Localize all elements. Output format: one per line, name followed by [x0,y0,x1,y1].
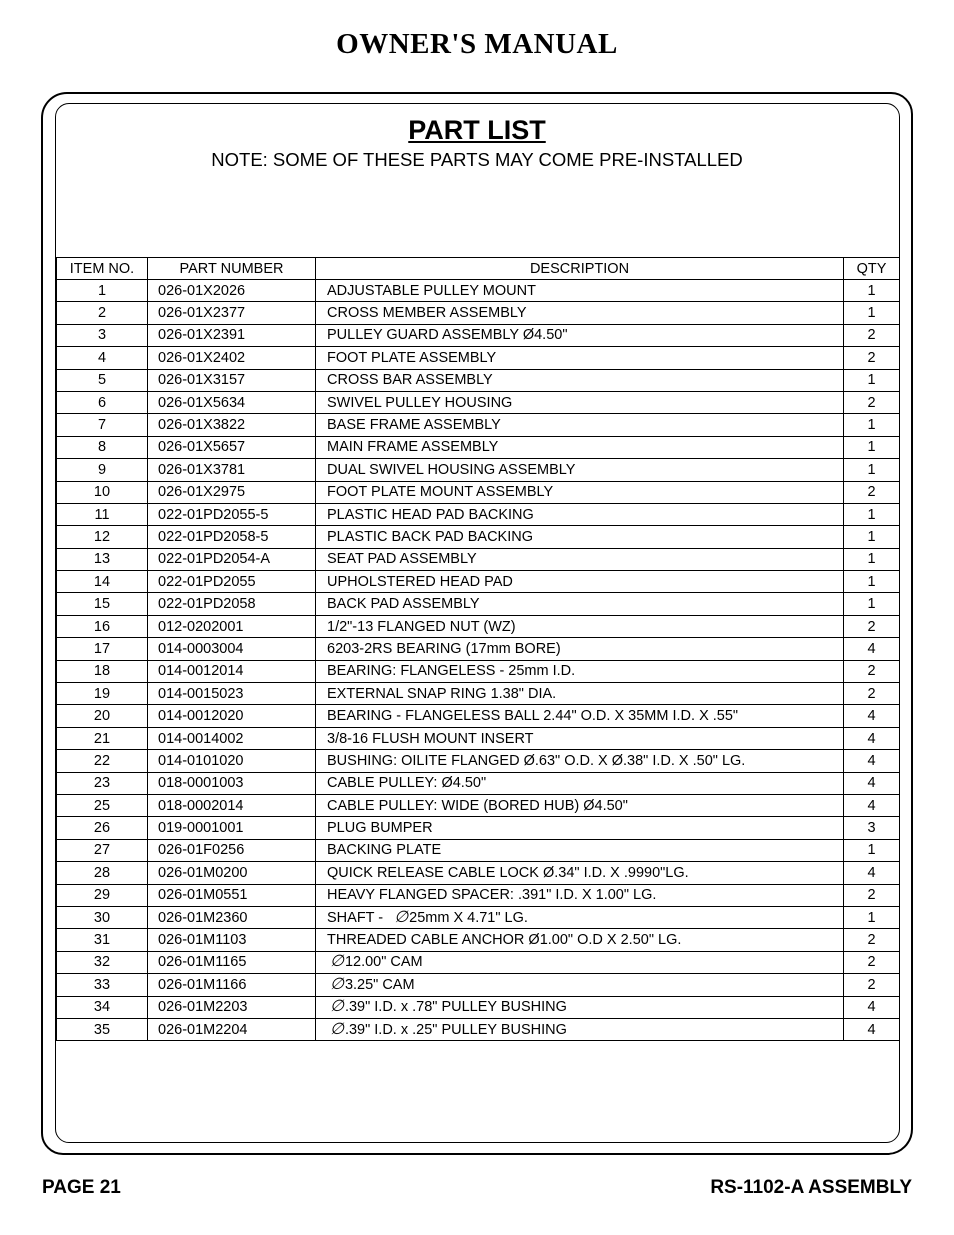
item-number-cell: 12 [57,526,148,548]
part-number-cell: 014-0012014 [148,660,316,682]
part-number-cell: 014-0012020 [148,705,316,727]
quantity-cell: 2 [844,391,900,413]
description-cell: MAIN FRAME ASSEMBLY [316,436,844,458]
part-number-cell: 022-01PD2058-5 [148,526,316,548]
quantity-cell: 4 [844,996,900,1018]
table-row [57,862,900,884]
part-number-cell: 026-01X2391 [148,324,316,346]
description-cell: BUSHING: OILITE FLANGED Ø.63" O.D. X Ø.38" I.D. X .50" LG. [316,750,844,772]
item-number-cell: 20 [57,705,148,727]
item-number-cell: 6 [57,391,148,413]
part-number-cell: 026-01X5657 [148,436,316,458]
description-cell: BASE FRAME ASSEMBLY [316,414,844,436]
description-cell: 1/2"-13 FLANGED NUT (WZ) [316,615,844,637]
table-row [57,772,900,794]
description-cell [316,974,844,996]
table-row [57,503,900,525]
quantity-cell: 4 [844,705,900,727]
table-row [57,571,900,593]
item-number-cell: 14 [57,571,148,593]
description-cell [316,996,844,1018]
description-cell: PULLEY GUARD ASSEMBLY Ø4.50" [316,324,844,346]
diameter-symbol-icon: ∅ [330,953,344,971]
item-number-cell: 2 [57,302,148,324]
quantity-cell: 1 [844,906,900,928]
table-row [57,794,900,816]
table-row [57,302,900,324]
item-number-cell: 32 [57,951,148,973]
table-row [57,660,900,682]
description-cell: BACKING PLATE [316,839,844,861]
table-row [57,839,900,861]
item-number-cell: 22 [57,750,148,772]
table-row [57,347,900,369]
table-row [57,906,900,928]
part-number-cell: 026-01M0551 [148,884,316,906]
quantity-cell: 1 [844,369,900,391]
table-row [57,369,900,391]
part-number-cell: 026-01M1103 [148,929,316,951]
quantity-cell: 2 [844,615,900,637]
description-cell: SEAT PAD ASSEMBLY [316,548,844,570]
table-row [57,705,900,727]
table-row [57,638,900,660]
table-row [57,615,900,637]
parts-table-body [57,280,900,1041]
table-row [57,929,900,951]
table-header-row [57,258,900,280]
description-cell: UPHOLSTERED HEAD PAD [316,571,844,593]
quantity-cell: 4 [844,750,900,772]
part-number-cell: 026-01X2975 [148,481,316,503]
table-row [57,414,900,436]
table-row [57,974,900,996]
quantity-cell: 1 [844,302,900,324]
part-number-cell: 014-0101020 [148,750,316,772]
column-header-item-no: ITEM NO. [57,258,148,280]
part-number-cell: 026-01X5634 [148,391,316,413]
part-number-cell: 026-01M1166 [148,974,316,996]
description-cell [316,951,844,973]
diameter-symbol-icon: ∅ [330,998,344,1016]
part-number-cell: 022-01PD2055 [148,571,316,593]
item-number-cell: 1 [57,280,148,302]
item-number-cell: 33 [57,974,148,996]
quantity-cell: 1 [844,571,900,593]
description-text: 3.25" CAM [344,976,415,993]
quantity-cell: 1 [844,593,900,615]
part-number-cell: 026-01F0256 [148,839,316,861]
item-number-cell: 11 [57,503,148,525]
part-number-cell: 022-01PD2054-A [148,548,316,570]
table-row [57,1018,900,1040]
quantity-cell: 2 [844,929,900,951]
part-number-cell: 026-01X3822 [148,414,316,436]
part-number-cell: 014-0015023 [148,683,316,705]
description-cell: THREADED CABLE ANCHOR Ø1.00" O.D X 2.50" LG. [316,929,844,951]
part-number-cell: 026-01X2377 [148,302,316,324]
quantity-cell: 2 [844,347,900,369]
description-cell: FOOT PLATE ASSEMBLY [316,347,844,369]
quantity-cell: 4 [844,638,900,660]
description-cell: QUICK RELEASE CABLE LOCK Ø.34" I.D. X .9990"LG. [316,862,844,884]
item-number-cell: 31 [57,929,148,951]
table-row [57,526,900,548]
parts-table [56,257,900,1041]
item-number-cell: 15 [57,593,148,615]
item-number-cell: 4 [57,347,148,369]
part-number-cell: 022-01PD2058 [148,593,316,615]
description-cell: CABLE PULLEY: Ø4.50" [316,772,844,794]
diameter-symbol-icon: ∅ [330,975,344,993]
quantity-cell: 1 [844,459,900,481]
item-number-cell: 19 [57,683,148,705]
description-prefix: SHAFT - [327,909,392,926]
part-number-cell: 026-01X3781 [148,459,316,481]
table-row [57,951,900,973]
description-cell [316,906,844,928]
description-cell: PLASTIC HEAD PAD BACKING [316,503,844,525]
item-number-cell: 5 [57,369,148,391]
table-row [57,548,900,570]
quantity-cell: 3 [844,817,900,839]
description-text: .39" I.D. x .25" PULLEY BUSHING [344,1021,567,1038]
part-number-cell: 019-0001001 [148,817,316,839]
page-number: PAGE 21 [42,1177,121,1198]
quantity-cell: 2 [844,951,900,973]
table-row [57,481,900,503]
description-cell: CABLE PULLEY: WIDE (BORED HUB) Ø4.50" [316,794,844,816]
pre-installed-note: NOTE: SOME OF THESE PARTS MAY COME PRE-INSTALLED [211,149,743,170]
part-number-cell: 026-01M2203 [148,996,316,1018]
part-list-title: PART LIST [408,115,546,145]
description-cell: DUAL SWIVEL HOUSING ASSEMBLY [316,459,844,481]
item-number-cell: 30 [57,906,148,928]
part-number-cell: 026-01X2402 [148,347,316,369]
description-cell: 6203-2RS BEARING (17mm BORE) [316,638,844,660]
quantity-cell: 2 [844,324,900,346]
manual-title: OWNER'S MANUAL [336,28,618,60]
description-cell: PLASTIC BACK PAD BACKING [316,526,844,548]
quantity-cell: 4 [844,772,900,794]
description-cell: EXTERNAL SNAP RING 1.38" DIA. [316,683,844,705]
description-cell: BEARING - FLANGELESS BALL 2.44" O.D. X 35MM I.D. X .55" [316,705,844,727]
item-number-cell: 26 [57,817,148,839]
document-name: RS-1102-A ASSEMBLY [710,1177,912,1198]
table-row [57,996,900,1018]
part-number-cell: 018-0002014 [148,794,316,816]
item-number-cell: 8 [57,436,148,458]
description-cell: ADJUSTABLE PULLEY MOUNT [316,280,844,302]
quantity-cell: 1 [844,839,900,861]
part-number-cell: 026-01M0200 [148,862,316,884]
table-row [57,459,900,481]
part-number-cell: 014-0003004 [148,638,316,660]
quantity-cell: 1 [844,414,900,436]
item-number-cell: 25 [57,794,148,816]
item-number-cell: 10 [57,481,148,503]
diameter-symbol-icon: ∅ [394,908,409,926]
description-cell: 3/8-16 FLUSH MOUNT INSERT [316,727,844,749]
item-number-cell: 29 [57,884,148,906]
part-number-cell: 026-01M2360 [148,906,316,928]
description-text: 25mm X 4.71" LG. [409,909,528,926]
quantity-cell: 4 [844,862,900,884]
item-number-cell: 17 [57,638,148,660]
item-number-cell: 35 [57,1018,148,1040]
description-cell: PLUG BUMPER [316,817,844,839]
column-header-part-number: PART NUMBER [148,258,316,280]
quantity-cell: 2 [844,481,900,503]
quantity-cell: 4 [844,1018,900,1040]
description-cell: BACK PAD ASSEMBLY [316,593,844,615]
item-number-cell: 27 [57,839,148,861]
quantity-cell: 1 [844,526,900,548]
description-cell: BEARING: FLANGELESS - 25mm I.D. [316,660,844,682]
quantity-cell: 1 [844,280,900,302]
quantity-cell: 4 [844,794,900,816]
table-row [57,436,900,458]
item-number-cell: 28 [57,862,148,884]
column-header-description: DESCRIPTION [316,258,844,280]
item-number-cell: 16 [57,615,148,637]
part-number-cell: 026-01M2204 [148,1018,316,1040]
description-cell: SWIVEL PULLEY HOUSING [316,391,844,413]
quantity-cell: 2 [844,683,900,705]
table-row [57,884,900,906]
description-cell [316,1018,844,1040]
item-number-cell: 3 [57,324,148,346]
item-number-cell: 21 [57,727,148,749]
table-row [57,280,900,302]
quantity-cell: 4 [844,727,900,749]
quantity-cell: 1 [844,436,900,458]
part-number-cell: 026-01X2026 [148,280,316,302]
item-number-cell: 9 [57,459,148,481]
diameter-symbol-icon: ∅ [330,1020,344,1038]
table-row [57,750,900,772]
quantity-cell: 2 [844,884,900,906]
part-number-cell: 022-01PD2055-5 [148,503,316,525]
part-number-cell: 014-0014002 [148,727,316,749]
description-cell: HEAVY FLANGED SPACER: .391" I.D. X 1.00" LG. [316,884,844,906]
part-number-cell: 018-0001003 [148,772,316,794]
part-number-cell: 026-01M1165 [148,951,316,973]
part-number-cell: 012-0202001 [148,615,316,637]
item-number-cell: 13 [57,548,148,570]
quantity-cell: 1 [844,548,900,570]
description-text: .39" I.D. x .78" PULLEY BUSHING [344,999,567,1016]
item-number-cell: 18 [57,660,148,682]
description-cell: FOOT PLATE MOUNT ASSEMBLY [316,481,844,503]
item-number-cell: 23 [57,772,148,794]
table-row [57,817,900,839]
description-cell: CROSS MEMBER ASSEMBLY [316,302,844,324]
description-text: 12.00" CAM [344,954,423,971]
part-number-cell: 026-01X3157 [148,369,316,391]
quantity-cell: 2 [844,974,900,996]
table-row [57,683,900,705]
item-number-cell: 7 [57,414,148,436]
description-cell: CROSS BAR ASSEMBLY [316,369,844,391]
table-row [57,593,900,615]
quantity-cell: 2 [844,660,900,682]
item-number-cell: 34 [57,996,148,1018]
table-row [57,324,900,346]
quantity-cell: 1 [844,503,900,525]
table-row [57,391,900,413]
column-header-qty: QTY [844,258,900,280]
table-row [57,727,900,749]
